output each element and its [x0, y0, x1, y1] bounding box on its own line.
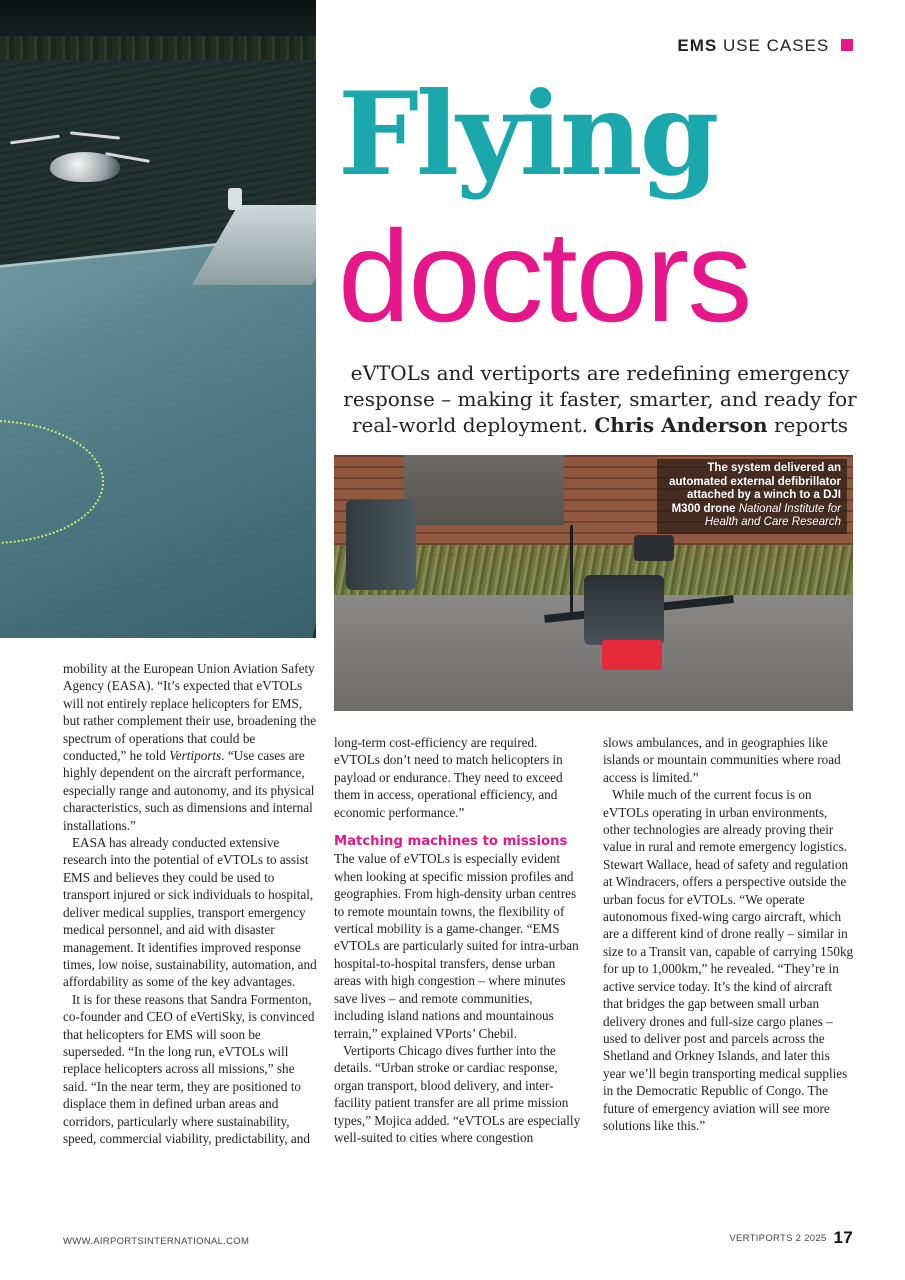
body-column-3: [603, 734, 855, 1134]
section-tag-rest: USE CASES: [722, 36, 830, 55]
caption-credit: National Institute for Health and Care Research: [704, 502, 841, 528]
body-paragraph: slows ambulances, and in geographies like islands or mountain communities where road access is limited.”: [603, 735, 841, 785]
photo-garage-door: [404, 455, 564, 525]
paragraph-text: . “Use cases are highly dependent on the aircraft performance, especially range and autonomy, and its physical characteristics, such as dimensions and internal installations.”: [63, 748, 315, 833]
photo-tripod: [570, 525, 573, 615]
headline-line2: doctors: [338, 203, 751, 349]
photo-equipment-case: [346, 500, 416, 590]
body-column-1: [63, 660, 317, 1147]
drone-photo: [334, 455, 853, 711]
footer-issue-label: VERTIPORTS 2 2025: [729, 1233, 827, 1244]
publication-name: Vertiports: [169, 748, 222, 764]
paragraph-text: mobility at the European Union Aviation Safety Agency (EASA). “It’s expected that eVTOLs will not entirely replace helicopters for EMS, but rather complement their use, broadening the spectrum of operations that could be conducted,” he told: [63, 661, 317, 764]
section-square-icon: [841, 39, 853, 51]
body-paragraph: It is for these reasons that Sandra Formenton, co-founder and CEO of eVertiSky, is convinced that helicopters for EMS will soon be superseded. “In the long run, eVTOLs will replace helicopters across all missions,” she said. “In the near term, they are positioned to displace them in defined urban areas and corridors, particularly where sustainability, speed, commercial viability, predictability, and: [63, 991, 315, 1146]
standfirst-text: eVTOLs and vertiports are redefining emergency response – making it faster, smarter, and ready for real-world deployment.: [343, 361, 857, 437]
footer-website: WWW.AIRPORTSINTERNATIONAL.COM: [63, 1236, 250, 1247]
hero-treeline: [0, 36, 316, 62]
hero-image-evtol-vertiport: [0, 0, 316, 638]
standfirst-suffix: reports: [773, 413, 849, 437]
section-tag-bold: EMS: [677, 36, 718, 55]
body-column-2: [334, 734, 582, 1146]
footer-issue: [729, 1228, 853, 1248]
headline-line1: Flying: [338, 67, 717, 201]
hero-beacon: [228, 188, 242, 210]
body-paragraph: [63, 660, 317, 834]
photo-defibrillator-box: [602, 640, 662, 670]
photo-drone-camera: [634, 535, 674, 561]
caption-text: The system delivered an automated external defibrillator attached by a winch to a DJI M300 drone: [669, 462, 841, 515]
body-paragraph: Vertiports Chicago dives further into the details. “Urban stroke or cardiac response, organ transport, blood delivery, and inter-facility patient transfer are all prime mission types,” Mojica added. “eVTOLs are especially well-suited to cities where congestion: [334, 1042, 581, 1145]
author-name: Chris Anderson: [594, 413, 768, 437]
subheading: Matching machines to missions: [334, 834, 568, 850]
section-tag: [677, 36, 853, 56]
standfirst: [330, 360, 870, 438]
page-number: 17: [833, 1228, 853, 1247]
hero-evtol-aircraft: [10, 130, 150, 190]
body-paragraph: EASA has already conducted extensive research into the potential of eVTOLs to assist EMS and believes they could be used to transport injured or sick individuals to hospital, deliver medical supplies, transport emergency medical personnel, and aid with disaster management. It identifies improved response times, low noise, sustainability, automation, and affordability as some of the key advantages.: [63, 835, 317, 990]
body-paragraph: While much of the current focus is on eVTOLs operating in urban environments, other technologies are already proving their value in rural and remote emergency logistics. Stewart Wallace, head of safety and regulation at Windracers, offers a perspective outside the urban focus for eVTOLs. “We operate autonomous fixed-wing cargo aircraft, which are a different kind of drone really – similar in size to a Transit van, capable of carrying 150kg for up to 1,000km,” he revealed. “They’re in active service today. It’s the kind of aircraft that bridges the gap between small urban delivery drones and full-size cargo planes – used to deliver post and parcels across the Shetland and Orkney Islands, and later this year we’ll begin transporting medical supplies in the Democratic Republic of Congo. The future of emergency aviation will see more solutions like this.”: [603, 787, 854, 1133]
body-paragraph: long-term cost-efficiency are required. eVTOLs don’t need to match helicopters in payload or endurance. They need to exceed them in access, operational efficiency, and economic performance.”: [334, 735, 563, 820]
body-paragraph: The value of eVTOLs is especially evident when looking at specific mission profiles and geographies. From high-density urban centres to remote mountain towns, the flexibility of vertical mobility is a game-changer. “EMS eVTOLs are particularly suited for intra-urban hospital-to-hospital transfers, dense urban areas with high congestion – where minutes save lives – and remote communities, including island nations and mountainous terrain,” explained VPorts’ Chebil.: [334, 851, 579, 1041]
photo-drone-body: [584, 575, 664, 645]
photo-caption: [657, 459, 847, 534]
